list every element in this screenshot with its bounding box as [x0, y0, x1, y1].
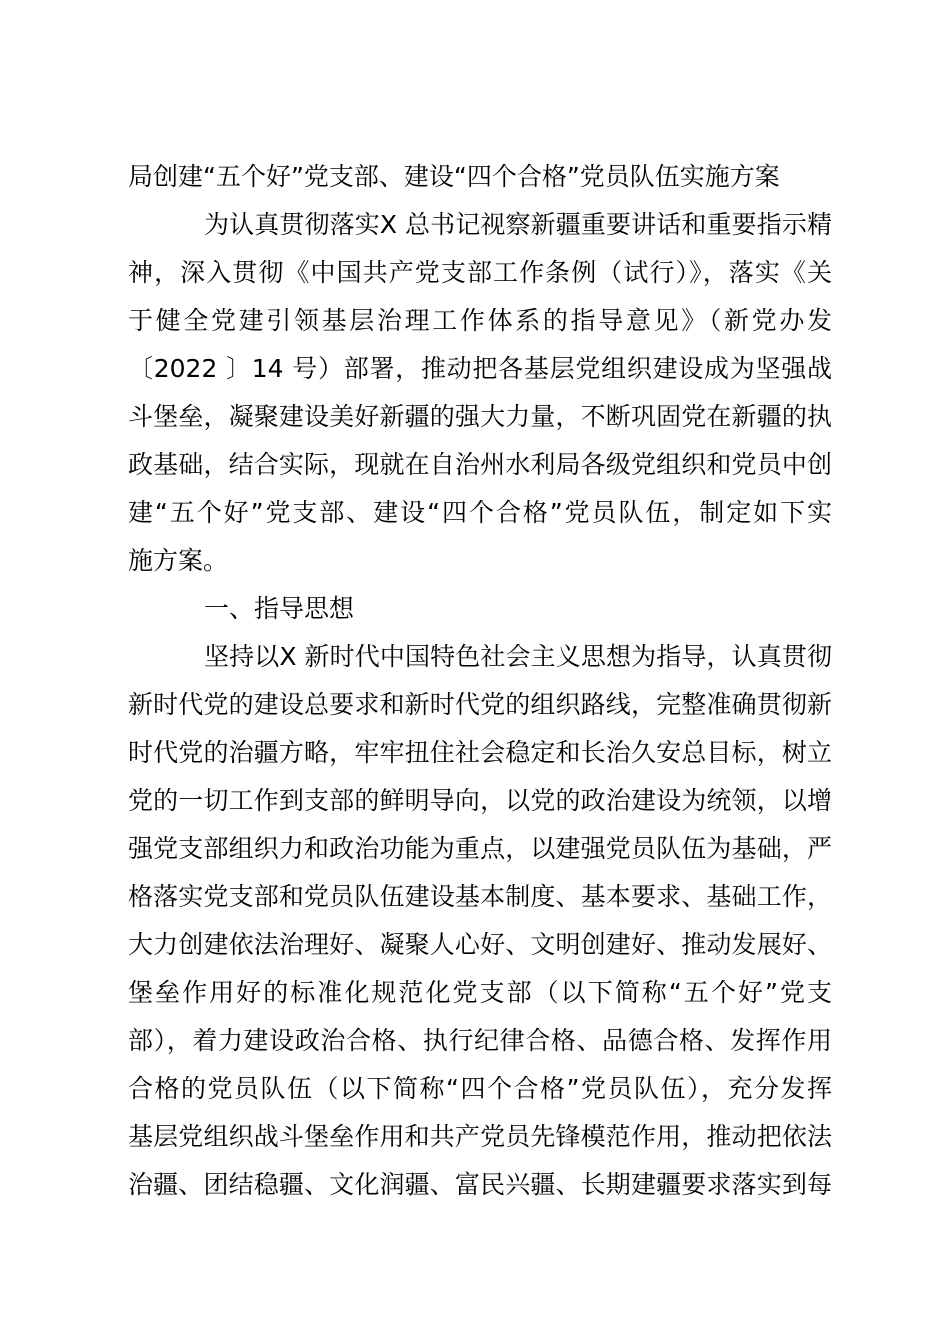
document-page — [128, 153, 832, 1209]
paragraph-line: 建“五个好”党支部、建设“四个合格”党员队伍，制定如下实 — [128, 498, 832, 527]
paragraph-line: 党的一切工作到支部的鲜明导向，以党的政治建设为统领，以增 — [128, 786, 832, 815]
paragraph-line: 治疆、团结稳疆、文化润疆、富民兴疆、长期建疆要求落实到每 — [128, 1170, 832, 1199]
paragraph-guiding-ideology — [128, 633, 832, 1209]
paragraph-line: 为认真贯彻落实X 总书记视察新疆重要讲话和重要指示精 — [204, 210, 832, 239]
paragraph-line: 时代党的治疆方略，牢牢扭住社会稳定和长治久安总目标，树立 — [128, 738, 832, 767]
paragraph-line: 强党支部组织力和政治功能为重点，以建强党员队伍为基础，严 — [128, 834, 832, 863]
paragraph-line: 合格的党员队伍（以下简称“四个合格”党员队伍），充分发挥 — [128, 1074, 832, 1103]
paragraph-line: 格落实党支部和党员队伍建设基本制度、基本要求、基础工作， — [128, 882, 832, 911]
paragraph-line: 政基础，结合实际，现就在自治州水利局各级党组织和党员中创 — [128, 450, 832, 479]
paragraph-line: 新时代党的建设总要求和新时代党的组织路线，完整准确贯彻新 — [128, 690, 832, 719]
paragraph-line: 施方案。 — [128, 546, 229, 575]
paragraph-intro — [128, 201, 832, 585]
paragraph-line: 斗堡垒，凝聚建设美好新疆的强大力量，不断巩固党在新疆的执 — [128, 402, 832, 431]
paragraph-line: 大力创建依法治理好、凝聚人心好、文明创建好、推动发展好、 — [128, 930, 832, 959]
paragraph-line: 部），着力建设政治合格、执行纪律合格、品德合格、发挥作用 — [128, 1026, 832, 1055]
paragraph-line: 于健全党建引领基层治理工作体系的指导意见》（新党办发 — [128, 306, 832, 335]
paragraph-line: 神，深入贯彻《中国共产党支部工作条例（试行）》，落实《关 — [128, 258, 832, 287]
paragraph-line: 坚持以X 新时代中国特色社会主义思想为指导，认真贯彻 — [204, 642, 832, 671]
paragraph-line: 堡垒作用好的标准化规范化党支部（以下简称“五个好”党支 — [128, 978, 832, 1007]
paragraph-line: 基层党组织战斗堡垒作用和共产党员先锋模范作用，推动把依法 — [128, 1122, 832, 1151]
document-title-line: 局创建“五个好”党支部、建设“四个合格”党员队伍实施方案 — [128, 162, 780, 191]
section-heading-guiding-ideology: 一、指导思想 — [204, 594, 355, 623]
paragraph-line: 〔2022 〕14 号）部署，推动把各基层党组织建设成为坚强战 — [128, 354, 832, 383]
